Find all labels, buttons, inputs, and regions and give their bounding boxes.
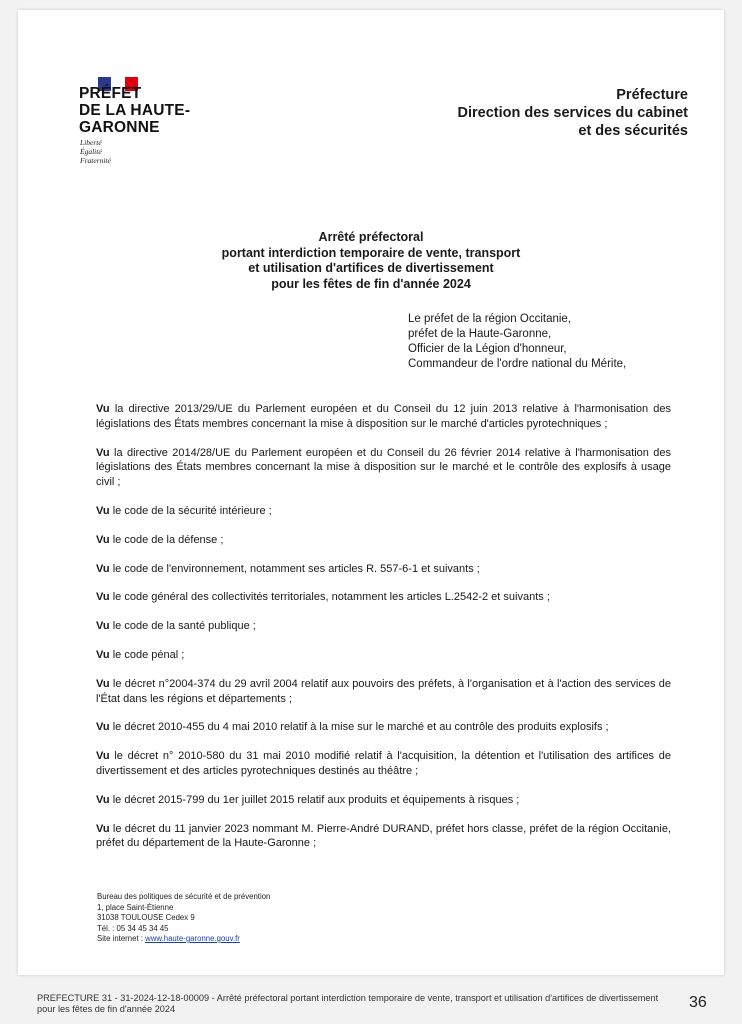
decree-title — [0, 230, 742, 292]
vu-clause — [96, 793, 671, 808]
site-link[interactable]: www.haute-garonne.gouv.fr — [145, 934, 240, 943]
motto-line: Liberté — [80, 138, 102, 147]
clause-text: le code de la santé publique ; — [109, 620, 256, 633]
title-line: Arrêté préfectoral — [318, 230, 424, 244]
document-reference: PREFECTURE 31 - 31-2024-12-18-00009 - Arrêté préfectoral portant interdiction temporaire de vente, transport et utilisation d'artifices de divertissement pour les fêtes de fin d'année 2024 — [37, 993, 659, 1014]
site-label: Site internet : — [97, 934, 146, 943]
authority-line: préfet de la Haute-Garonne, — [408, 328, 552, 340]
vu-clauses — [96, 402, 671, 865]
clause-lead: Vu — [96, 504, 110, 517]
vu-clause — [96, 648, 671, 663]
clause-lead: Vu — [96, 591, 110, 604]
clause-text: le code de la défense ; — [109, 533, 224, 546]
clause-text: le décret n° 2010-580 du 31 mai 2010 modifié relatif à l'acquisition, la détention et l'utilisation des artifices de divertissement et des articles pyrotechniques destinés au théâtre ; — [96, 750, 671, 777]
vu-clause — [96, 402, 671, 432]
vu-clause — [96, 677, 671, 707]
logo-line: PRÉFET — [79, 85, 142, 102]
clause-text: la directive 2013/29/UE du Parlement européen et du Conseil du 12 juin 2013 relative à l'harmonisation des législations des États membres concernant la mise à disposition sur le marché d'articles pyrotechniques ; — [96, 403, 671, 430]
title-line: et utilisation d'artifices de divertissement — [248, 261, 494, 275]
clause-text: le code pénal ; — [109, 648, 185, 661]
vu-clause — [96, 822, 671, 852]
motto-line: Fraternité — [80, 156, 111, 165]
clause-text: le décret du 11 janvier 2023 nommant M. Pierre-André DURAND, préfet hors classe, préfet de la région Occitanie, préfet du département de la Haute-Garonne ; — [96, 822, 671, 850]
clause-text: le décret n°2004-374 du 29 avril 2004 relatif aux pouvoirs des préfets, à l'organisation et à l'action des services de l'État dans les régions et départements ; — [96, 677, 671, 705]
clause-text: la directive 2014/28/UE du Parlement européen et du Conseil du 26 février 2014 relative à l'harmonisation des législations des États membres concernant la mise à disposition sur le marché et le contrôle des explosifs à usage civil ; — [96, 446, 671, 489]
footer-line: Bureau des politiques de sécurité et de prévention — [97, 892, 271, 901]
clause-lead: Vu — [96, 533, 110, 546]
clause-lead: Vu — [96, 750, 110, 763]
logo-line: DE LA HAUTE- — [79, 102, 191, 119]
vu-clause — [96, 562, 671, 577]
footer-site — [97, 934, 270, 945]
clause-text: le décret 2010-455 du 4 mai 2010 relatif à la mise sur le marché et au contrôle des produits explosifs ; — [109, 721, 609, 734]
authority-line: Commandeur de l'ordre national du Mérite, — [408, 358, 627, 370]
footer-line: 31038 TOULOUSE Cedex 9 — [97, 913, 195, 922]
clause-lead: Vu — [96, 793, 110, 806]
title-line: pour les fêtes de fin d'année 2024 — [271, 276, 471, 291]
vu-clause — [96, 720, 671, 735]
clause-lead: Vu — [96, 677, 110, 690]
republic-motto — [80, 138, 111, 165]
logo-line: GARONNE — [79, 119, 160, 136]
authority-block — [408, 312, 626, 372]
service-line: Préfecture — [616, 87, 688, 103]
prefecture-logo-text — [79, 85, 190, 136]
footer-line: 1, place Saint-Étienne — [97, 902, 174, 912]
vu-clause — [96, 590, 671, 605]
authority-line: Officier de la Légion d'honneur, — [408, 343, 567, 355]
vu-clause — [96, 619, 671, 634]
clause-lead: Vu — [96, 403, 110, 415]
motto-line: Égalité — [80, 147, 102, 156]
authority-line: Le préfet de la région Occitanie, — [408, 313, 572, 325]
clause-lead: Vu — [96, 562, 110, 575]
footer-address — [97, 892, 270, 945]
footer-line: Tél. : 05 34 45 34 45 — [97, 923, 169, 933]
clause-text: le décret 2015-799 du 1er juillet 2015 relatif aux produits et équipements à risques ; — [109, 793, 520, 806]
clause-lead: Vu — [96, 620, 110, 633]
service-heading — [458, 86, 688, 140]
vu-clause — [96, 446, 671, 490]
clause-lead: Vu — [96, 822, 110, 835]
clause-text: le code de la sécurité intérieure ; — [109, 504, 272, 517]
page-number: 36 — [689, 994, 707, 1011]
service-line: et des sécurités — [578, 123, 688, 139]
clause-lead: Vu — [96, 721, 110, 734]
vu-clause — [96, 749, 671, 779]
vu-clause — [96, 533, 671, 548]
service-line: Direction des services du cabinet — [457, 105, 688, 121]
clause-text: le code de l'environnement, notamment ses articles R. 557-6-1 et suivants ; — [109, 562, 480, 575]
vu-clause — [96, 504, 671, 519]
clause-text: le code général des collectivités territoriales, notamment les articles L.2542-2 et suivants ; — [109, 591, 550, 604]
title-line: portant interdiction temporaire de vente, transport — [221, 245, 521, 260]
clause-lead: Vu — [96, 446, 110, 459]
clause-lead: Vu — [96, 648, 110, 661]
